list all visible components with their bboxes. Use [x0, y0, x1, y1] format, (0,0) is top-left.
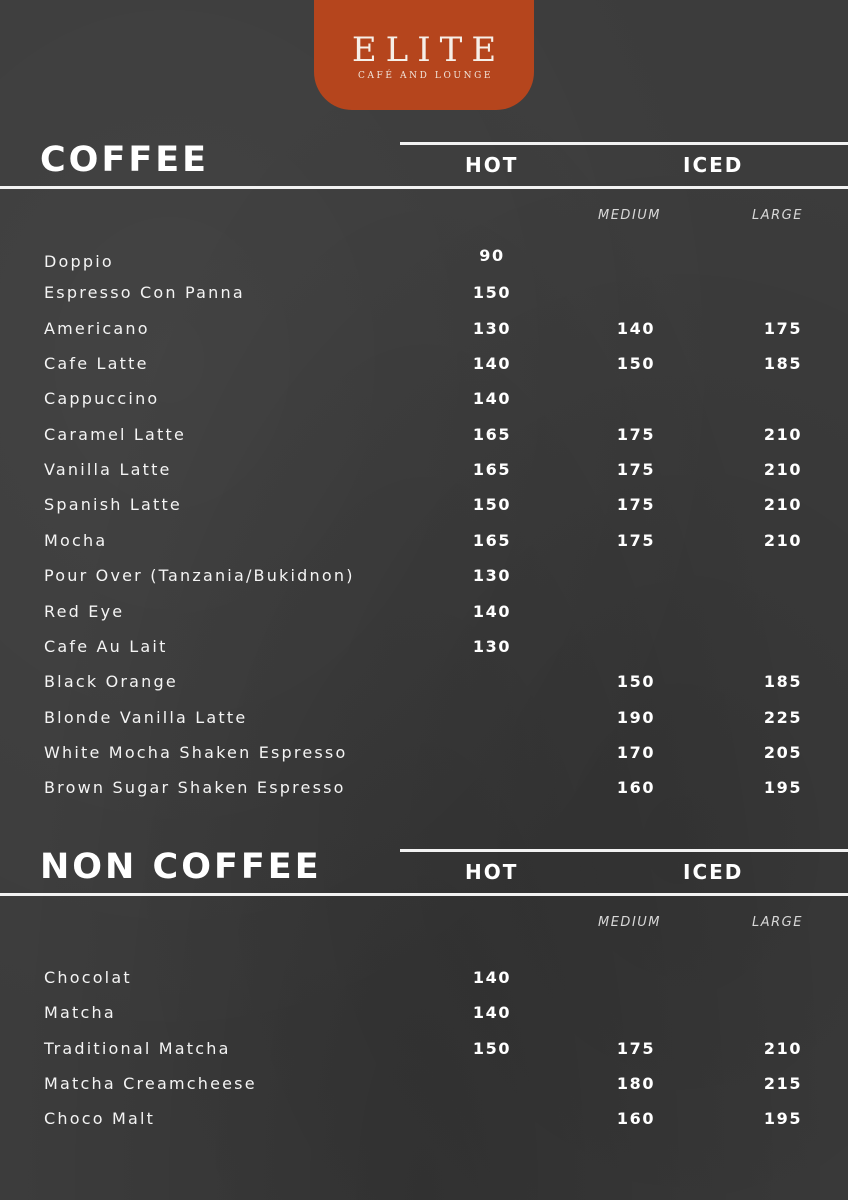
menu-item-row — [0, 319, 848, 345]
menu-item-name: Cafe Au Lait — [44, 636, 168, 656]
price-hot: 150 — [472, 283, 512, 303]
price-iced-large: 210 — [763, 530, 803, 550]
column-large-label: LARGE — [752, 208, 803, 223]
menu-item-row — [0, 602, 848, 628]
menu-item-row — [0, 354, 848, 380]
price-iced-medium: 150 — [616, 672, 656, 692]
price-iced-medium: 170 — [616, 742, 656, 762]
menu-item-name: Chocolat — [44, 968, 132, 987]
price-hot: 140 — [472, 389, 512, 409]
menu-item-name: Matcha — [44, 1003, 116, 1023]
brand-logo — [314, 0, 534, 110]
header-divider-bottom — [0, 186, 848, 189]
section-title-coffee: COFFEE — [40, 140, 210, 180]
menu-item-name: Mocha — [44, 530, 108, 550]
menu-item-row — [0, 246, 848, 272]
menu-item-name: Americano — [44, 318, 150, 338]
price-hot: 140 — [472, 354, 512, 374]
brand-subtitle: CAFÉ AND LOUNGE — [357, 71, 494, 81]
price-hot: 130 — [472, 636, 512, 656]
price-iced-large: 195 — [763, 1109, 803, 1129]
menu-item-row — [0, 389, 848, 415]
menu-item-row — [0, 495, 848, 521]
price-hot: 140 — [472, 1003, 512, 1023]
column-medium-label: MEDIUM — [598, 915, 662, 930]
price-iced-medium: 180 — [616, 1074, 656, 1094]
price-iced-large: 185 — [763, 672, 803, 692]
price-iced-medium: 175 — [616, 530, 656, 550]
price-iced-large: 210 — [763, 1038, 803, 1058]
price-iced-medium: 175 — [616, 495, 656, 515]
column-iced-label: ICED — [683, 153, 744, 177]
price-iced-medium: 160 — [616, 1109, 656, 1129]
menu-item-row — [0, 708, 848, 734]
menu-item-row — [0, 566, 848, 592]
price-iced-large: 210 — [763, 424, 803, 444]
menu-item-name: Brown Sugar Shaken Espresso — [44, 778, 346, 798]
price-iced-large: 225 — [763, 707, 803, 727]
menu-item-row — [0, 672, 848, 698]
price-iced-medium: 190 — [616, 707, 656, 727]
price-iced-medium: 175 — [616, 1038, 656, 1058]
menu-item-name: Caramel Latte — [44, 424, 187, 444]
price-hot: 150 — [472, 495, 512, 515]
price-hot: 165 — [472, 424, 512, 444]
menu-item-name: Spanish Latte — [44, 495, 182, 515]
price-hot: 165 — [472, 530, 512, 550]
menu-item-row — [0, 1074, 848, 1100]
menu-item-name: Red Eye — [44, 601, 125, 621]
menu-item-name: Black Orange — [44, 672, 178, 692]
menu-item-row — [0, 1039, 848, 1065]
price-iced-medium: 160 — [616, 778, 656, 798]
price-iced-large: 210 — [763, 495, 803, 515]
menu-item-name: Vanilla Latte — [44, 460, 172, 480]
price-hot: 90 — [479, 246, 505, 265]
column-medium-label: MEDIUM — [598, 208, 662, 223]
menu-item-name: Pour Over (Tanzania/Bukidnon) — [44, 566, 355, 586]
column-iced-label: ICED — [683, 860, 744, 884]
menu-item-name: Cafe Latte — [44, 354, 149, 374]
menu-item-name: Choco Malt — [44, 1109, 156, 1129]
menu-item-row — [0, 531, 848, 557]
menu-item-name: White Mocha Shaken Espresso — [44, 742, 348, 762]
menu-item-row — [0, 1003, 848, 1029]
menu-item-row — [0, 778, 848, 804]
section-title-non-coffee: NON COFFEE — [40, 847, 322, 887]
price-hot: 130 — [472, 318, 512, 338]
menu-item-row — [0, 968, 848, 994]
menu-item-row — [0, 460, 848, 486]
menu-item-name: Doppio — [44, 252, 114, 271]
price-hot: 165 — [472, 460, 512, 480]
price-iced-large: 215 — [763, 1074, 803, 1094]
price-hot: 140 — [472, 601, 512, 621]
menu-item-row — [0, 637, 848, 663]
price-iced-large: 205 — [763, 742, 803, 762]
price-iced-medium: 175 — [616, 424, 656, 444]
column-hot-label: HOT — [465, 153, 519, 177]
menu-item-name: Traditional Matcha — [44, 1038, 231, 1058]
price-hot: 130 — [472, 566, 512, 586]
column-large-label: LARGE — [752, 915, 803, 930]
price-iced-large: 195 — [763, 778, 803, 798]
menu-item-name: Matcha Creamcheese — [44, 1074, 257, 1094]
price-iced-large: 185 — [763, 354, 803, 374]
brand-title: ELITE — [351, 30, 506, 70]
header-divider-top — [400, 849, 848, 852]
price-iced-medium: 175 — [616, 460, 656, 480]
price-iced-large: 175 — [763, 318, 803, 338]
menu-item-name: Cappuccino — [44, 389, 160, 409]
menu-item-row — [0, 743, 848, 769]
header-divider-bottom — [0, 893, 848, 896]
price-iced-medium: 140 — [616, 318, 656, 338]
menu-item-name: Espresso Con Panna — [44, 283, 245, 303]
menu-item-row — [0, 1109, 848, 1135]
column-hot-label: HOT — [465, 860, 519, 884]
price-iced-large: 210 — [763, 460, 803, 480]
header-divider-top — [400, 142, 848, 145]
price-iced-medium: 150 — [616, 354, 656, 374]
menu-item-row — [0, 283, 848, 309]
price-hot: 140 — [472, 968, 512, 987]
menu-item-row — [0, 425, 848, 451]
menu-item-name: Blonde Vanilla Latte — [44, 707, 248, 727]
price-hot: 150 — [472, 1038, 512, 1058]
